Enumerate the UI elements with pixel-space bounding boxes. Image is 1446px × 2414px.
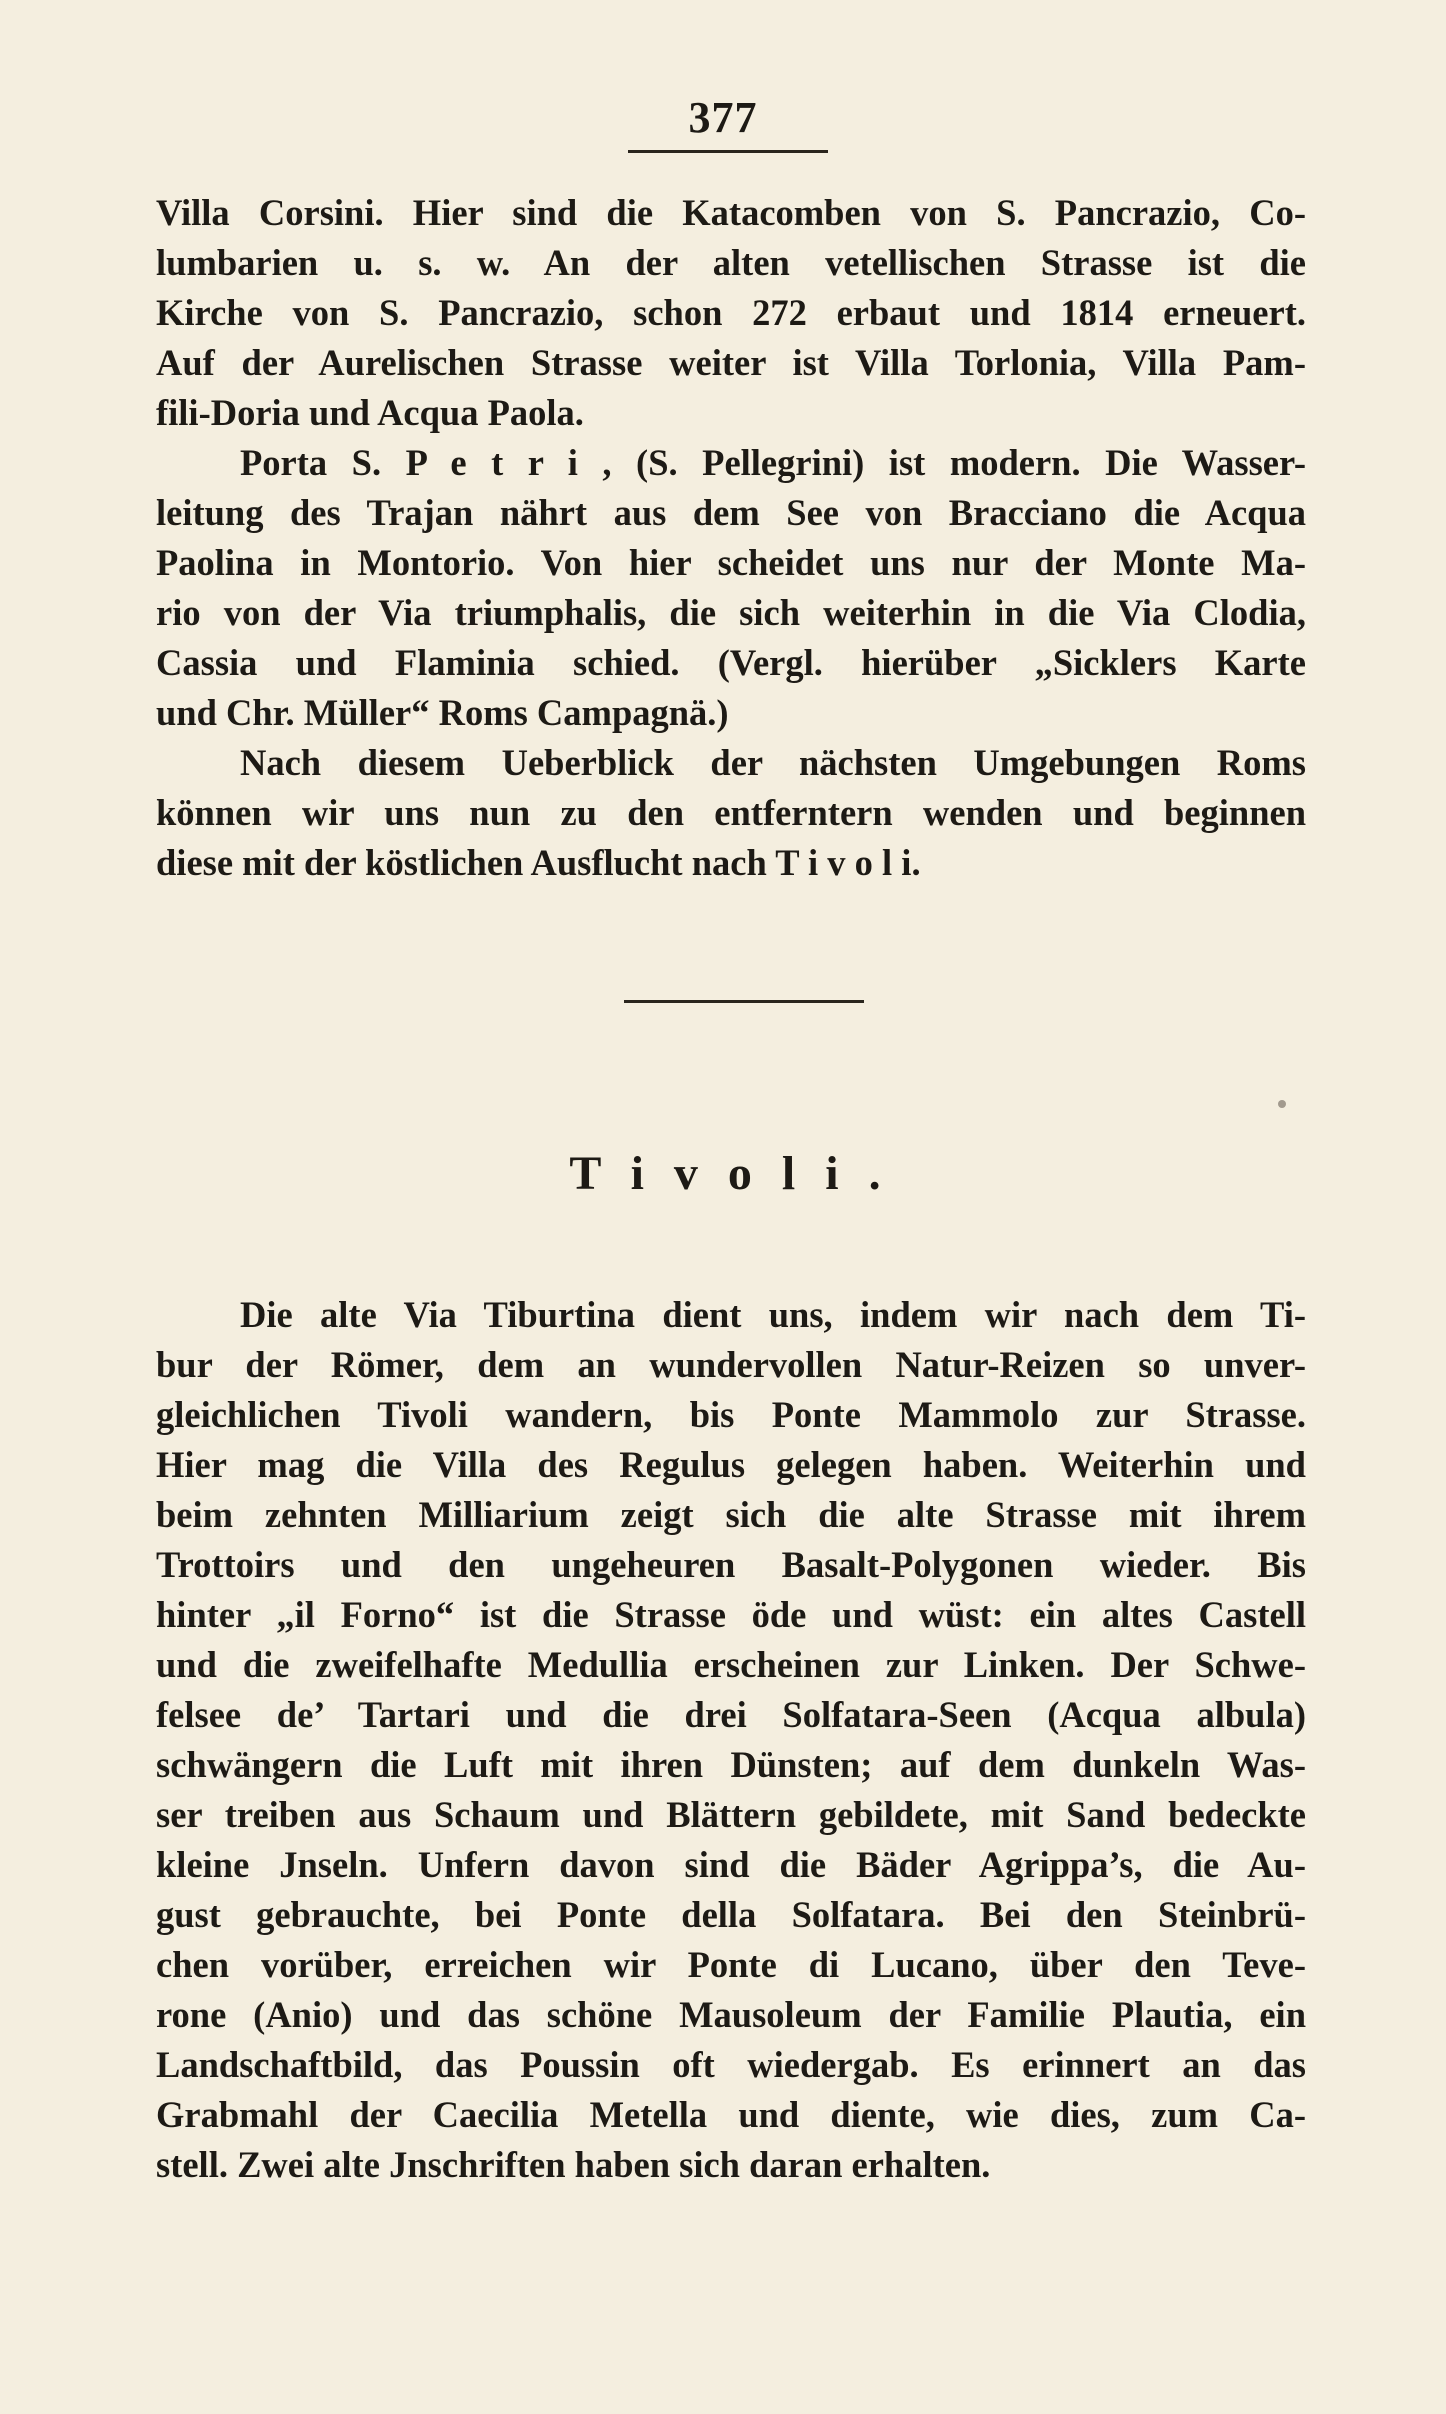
text-line: chen vorüber, erreichen wir Ponte di Lucano, über den Teve- [156,1944,1306,1985]
text-line: Hier mag die Villa des Regulus gelegen haben. Weiterhin und [156,1444,1306,1485]
text-line: diese mit der köstlichen Ausflucht nach T i v o l i. [156,842,921,883]
section-heading: Tivoli. [569,1147,911,1200]
page-number-rule [628,150,828,153]
text-line: felsee de’ Tartari und die drei Solfatara-Seen (Acqua albula) [156,1694,1306,1735]
text-block-top [156,188,1306,888]
text-line: Porta S. P e t r i , (S. Pellegrini) ist modern. Die Wasser- [240,442,1306,483]
text-line: rio von der Via triumphalis, die sich weiterhin in die Via Clodia, [156,592,1306,633]
ink-speck [1278,1100,1286,1108]
section-divider [624,1000,864,1003]
text-line: stell. Zwei alte Jnschriften haben sich daran erhalten. [156,2144,991,2185]
text-line: und die zweifelhafte Medullia erscheinen zur Linken. Der Schwe- [156,1644,1306,1685]
text-line: gust gebrauchte, bei Ponte della Solfatara. Bei den Steinbrü- [156,1894,1306,1935]
text-line: fili-Doria und Acqua Paola. [156,392,584,433]
text-line: lumbarien u. s. w. An der alten vetellischen Strasse ist die [156,242,1306,283]
text-line: Paolina in Montorio. Von hier scheidet uns nur der Monte Ma- [156,542,1306,583]
text-line: leitung des Trajan nährt aus dem See von Bracciano die Acqua [156,492,1306,533]
text-line: ser treiben aus Schaum und Blättern gebildete, mit Sand bedeckte [156,1794,1306,1835]
text-line: Kirche von S. Pancrazio, schon 272 erbaut und 1814 erneuert. [156,292,1306,333]
text-line: können wir uns nun zu den entferntern wenden und beginnen [156,792,1306,833]
page-number: 377 [688,93,758,142]
text-line: Die alte Via Tiburtina dient uns, indem wir nach dem Ti- [240,1294,1306,1335]
text-line: Villa Corsini. Hier sind die Katacomben von S. Pancrazio, Co- [156,192,1306,233]
text-line: Grabmahl der Caecilia Metella und diente, wie dies, zum Ca- [156,2094,1306,2135]
text-line: Trottoirs und den ungeheuren Basalt-Polygonen wieder. Bis [156,1544,1306,1585]
text-line: Nach diesem Ueberblick der nächsten Umgebungen Roms [240,742,1306,783]
text-line: kleine Jnseln. Unfern davon sind die Bäder Agrippa’s, die Au- [156,1844,1306,1885]
text-line: beim zehnten Milliarium zeigt sich die alte Strasse mit ihrem [156,1494,1306,1535]
text-line: schwängern die Luft mit ihren Dünsten; auf dem dunkeln Was- [156,1744,1306,1785]
text-line: Auf der Aurelischen Strasse weiter ist Villa Torlonia, Villa Pam- [156,342,1306,383]
text-line: bur der Römer, dem an wundervollen Natur-Reizen so unver- [156,1344,1306,1385]
text-line: Landschaftbild, das Poussin oft wiedergab. Es erinnert an das [156,2044,1306,2085]
text-line: gleichlichen Tivoli wandern, bis Ponte Mammolo zur Strasse. [156,1394,1306,1435]
text-line: rone (Anio) und das schöne Mausoleum der Familie Plautia, ein [156,1994,1306,2035]
text-line: und Chr. Müller“ Roms Campagnä.) [156,692,729,733]
text-line: hinter „il Forno“ ist die Strasse öde und wüst: ein altes Castell [156,1594,1306,1635]
text-block-bottom [156,1290,1306,2190]
text-line: Cassia und Flaminia schied. (Vergl. hierüber „Sicklers Karte [156,642,1306,683]
